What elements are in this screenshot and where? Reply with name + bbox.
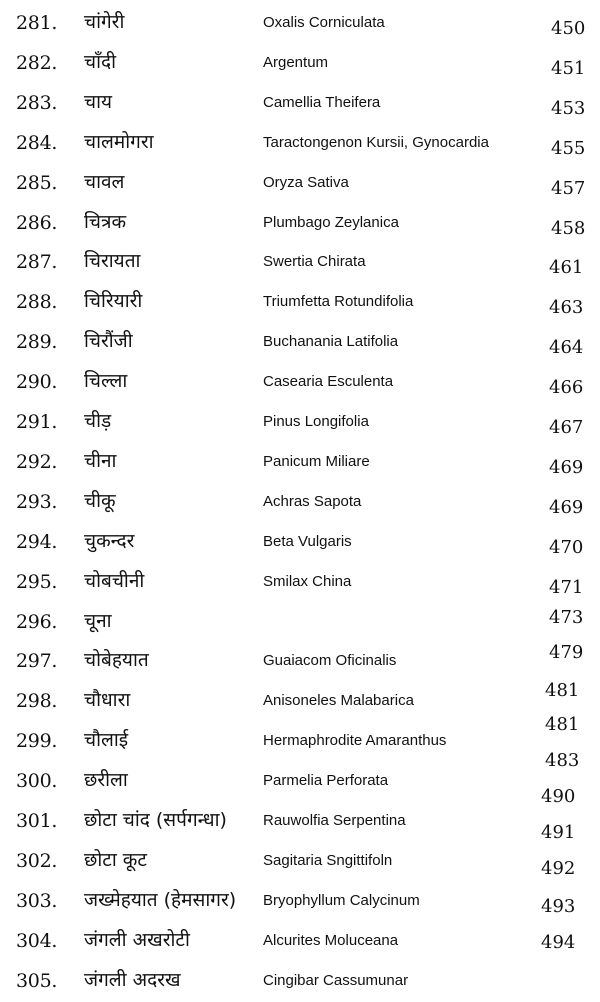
botanical-name: Oxalis Corniculata (263, 14, 385, 31)
page-number: 492 (541, 857, 576, 879)
hindi-name: चाँदी (84, 50, 116, 73)
botanical-name: Oryza Sativa (263, 173, 349, 191)
entry-number: 291. (16, 411, 58, 433)
hindi-name: जंगली अखरोटी (84, 928, 190, 951)
list-item (0, 403, 600, 439)
list-item (0, 44, 600, 80)
list-item (0, 84, 600, 120)
list-item (0, 714, 600, 758)
hindi-name: चीड़ (84, 410, 112, 432)
botanical-name: Taractongenon Kursii, Gynocardia (263, 133, 489, 151)
entry-number: 300. (16, 770, 58, 793)
botanical-name: Hermaphrodite Amaranthus (263, 732, 447, 750)
list-item (0, 283, 600, 319)
hindi-name: चिल्ला (84, 370, 128, 393)
list-item (0, 786, 600, 838)
botanical-name: Parmelia Perforata (263, 772, 389, 790)
hindi-name: चिरियारी (84, 290, 143, 313)
page-number: 457 (551, 177, 586, 199)
list-item (0, 204, 600, 240)
hindi-name: छरीला (84, 769, 128, 792)
entry-number: 285. (16, 171, 58, 194)
hindi-name: चौलाई (84, 729, 129, 752)
hindi-name: चिरायता (84, 250, 141, 273)
hindi-name: चिरौंजी (84, 330, 133, 353)
page-number: 450 (551, 18, 586, 39)
page-number: 453 (551, 97, 586, 119)
page-number: 491 (541, 821, 576, 843)
hindi-name: चालमोगरा (84, 130, 154, 153)
hindi-name: चीकू (84, 489, 116, 512)
botanical-name: Plumbago Zeylanica (263, 213, 399, 231)
page-number: 479 (549, 642, 584, 664)
botanical-name: Anisoneles Malabarica (263, 692, 414, 710)
page-number: 469 (549, 456, 584, 478)
page-number: 464 (549, 337, 584, 359)
entry-number: 301. (16, 810, 58, 832)
page-number: 463 (549, 297, 584, 319)
page-number: 469 (549, 496, 584, 518)
hindi-name: चावल (84, 170, 125, 193)
entry-number: 305. (16, 969, 58, 992)
hindi-name: चांगेरी (84, 11, 125, 33)
botanical-name: Sagitaria Sngittifoln (263, 851, 393, 869)
page-number: 493 (541, 895, 576, 917)
entry-number: 296. (16, 610, 58, 633)
entry-number: 287. (16, 251, 58, 274)
botanical-name: Rauwolfia Serpentina (263, 812, 406, 829)
entry-number: 302. (16, 849, 58, 872)
hindi-name: चोबेहयात (84, 649, 149, 672)
page-number: 494 (541, 931, 576, 953)
hindi-name: चीना (84, 449, 117, 472)
botanical-name: Cingibar Cassumunar (263, 971, 409, 989)
entry-number: 281. (16, 12, 58, 34)
page-number: 467 (549, 417, 584, 438)
botanical-name: Alcurites Moluceana (263, 931, 399, 949)
list-item (0, 363, 600, 399)
hindi-name: चूना (84, 609, 112, 632)
list-item (0, 483, 600, 519)
page-number: 481 (545, 680, 580, 702)
list-item (0, 124, 600, 160)
hindi-name: चाय (84, 90, 113, 113)
botanical-name: Buchanania Latifolia (263, 333, 399, 351)
hindi-name: चुकन्दर (84, 529, 135, 552)
page-number: 451 (551, 57, 586, 79)
page-number: 470 (549, 536, 584, 558)
list-item (0, 642, 600, 678)
entry-number: 290. (16, 371, 58, 394)
list-item (0, 243, 600, 279)
list-item (0, 443, 600, 479)
botanical-name: Triumfetta Rotundifolia (263, 293, 414, 311)
entry-number: 298. (16, 690, 58, 713)
botanical-name: Pinus Longifolia (263, 413, 369, 430)
entry-number: 292. (16, 450, 58, 473)
list-item (0, 523, 600, 559)
entry-number: 289. (16, 331, 58, 354)
botanical-name: Beta Vulgaris (263, 532, 352, 550)
hindi-name: छोटा कूट (84, 848, 147, 871)
list-item (0, 4, 600, 40)
list-item (0, 682, 600, 718)
botanical-name: Smilax China (263, 572, 352, 590)
page-number: 473 (549, 606, 584, 628)
entry-number: 282. (16, 51, 58, 74)
entry-number: 283. (16, 91, 58, 114)
botanical-name: Guaiacom Oficinalis (263, 652, 397, 670)
entry-number: 293. (16, 490, 58, 513)
page-number: 458 (551, 217, 586, 239)
page-number: 466 (549, 377, 584, 399)
list-item (0, 164, 600, 200)
entry-number: 286. (16, 211, 58, 234)
hindi-name: चौधारा (84, 689, 131, 712)
list-item (0, 323, 600, 359)
list-item (0, 750, 600, 798)
botanical-name: Panicum Miliare (263, 452, 370, 470)
entry-number: 303. (16, 889, 58, 912)
page-number: 455 (551, 137, 586, 159)
botanical-name: Argentum (263, 53, 329, 71)
entry-number: 295. (16, 570, 58, 593)
botanical-name: Bryophyllum Calycinum (263, 891, 420, 909)
hindi-name: चित्रक (84, 210, 127, 233)
entry-number: 294. (16, 530, 58, 553)
botanical-name: Casearia Esculenta (263, 373, 394, 391)
hindi-name: जंगली अदरख (84, 968, 181, 991)
botanical-name: Camellia Theifera (263, 93, 381, 111)
entry-number: 288. (16, 291, 58, 314)
page-number: 481 (545, 714, 580, 736)
entry-number: 299. (16, 730, 58, 753)
page-number: 490 (541, 786, 576, 807)
hindi-name: छोटा चांद (सर्पगन्धा) (84, 809, 227, 831)
botanical-name: Achras Sapota (263, 492, 362, 510)
botanical-name: Swertia Chirata (263, 253, 366, 271)
list-item (0, 603, 600, 639)
hindi-name: चोबचीनी (84, 569, 145, 592)
page-number: 483 (545, 750, 580, 772)
list-item (0, 563, 600, 599)
page-number: 471 (549, 576, 584, 598)
hindi-name: जख्मेहयात (हेमसागर) (84, 888, 237, 911)
page-number: 461 (549, 257, 584, 279)
entry-number: 284. (16, 131, 58, 154)
entry-number: 304. (16, 929, 58, 952)
entry-number: 297. (16, 650, 58, 673)
